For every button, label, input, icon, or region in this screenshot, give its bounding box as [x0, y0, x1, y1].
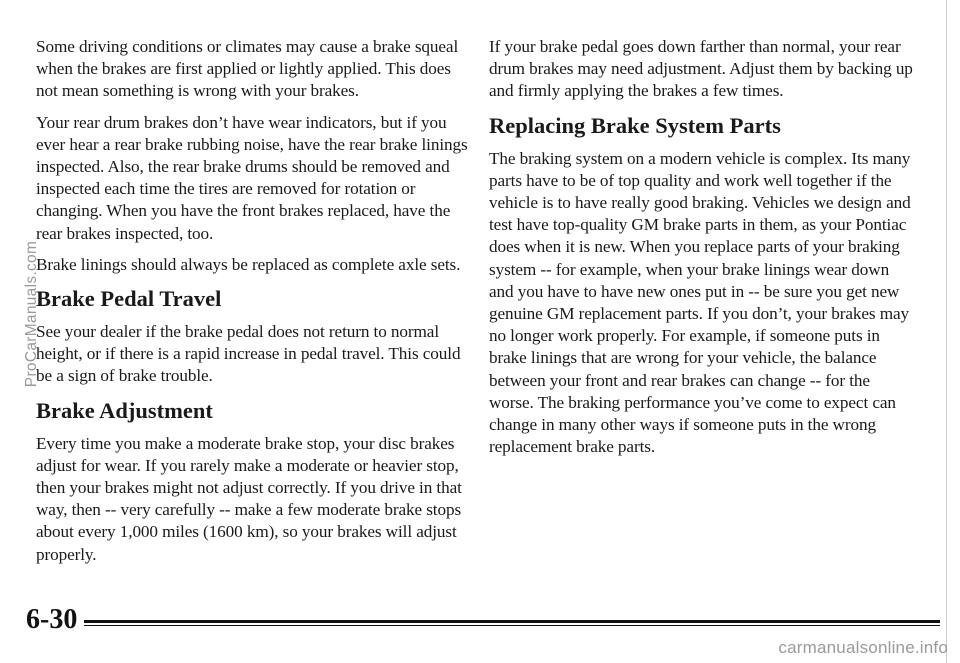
- paragraph-rear-drum-brakes: Your rear drum brakes don’t have wear indicators, but if you ever hear a rear brake rubbing noise, have the rear brake linings inspected. Also, the rear brake drums should be removed and inspected each time the tires are removed for rotation or changing. When you have the front brakes replaced, have the rear brakes inspected, too.: [36, 112, 468, 243]
- paragraph-brake-pedal-travel: See your dealer if the brake pedal does not return to normal height, or if there is a rapid increase in pedal travel. This could be a sign of brake trouble.: [36, 322, 461, 386]
- heading-replacing-brake-parts: Replacing Brake System Parts: [489, 112, 781, 138]
- left-column: [36, 36, 468, 575]
- footer-rule-thick: [84, 620, 940, 623]
- paragraph-brake-adjustment: Every time you make a moderate brake stop, your disc brakes adjust for wear. If you rarely make a moderate or heavier stop, then your brakes might not adjust correctly. If you drive in that way, then -- very carefully -- make a few moderate brake stops about every 1,000 miles (1600 km), so your brakes will adjust properly.: [36, 433, 462, 564]
- footer-rule-thin: [84, 625, 940, 626]
- right-column: [489, 36, 914, 467]
- page-number: 6-30: [26, 604, 78, 635]
- paragraph-replacing-brake-parts: The braking system on a modern vehicle is complex. Its many parts have to be of top quality and work well together if the vehicle is to have really good braking. Vehicles we design and test have top-quality GM brake parts in them, as your Pontiac does when it is new. When you replace parts of your braking system -- for example, when your brake linings wear down and you have to have new ones put in -- be sure you get new genuine GM replacement parts. If you don’t, your brakes may no longer work properly. For example, if someone puts in brake linings that are wrong for your vehicle, the balance between your front and rear brakes can change -- for the worse. The braking performance you’ve come to expect can change in many other ways if someone puts in the wrong replacement brake parts.: [489, 148, 911, 457]
- paragraph-brake-squeal: Some driving conditions or climates may cause a brake squeal when the brakes are first applied or lightly applied. This does not mean something is wrong with your brakes.: [36, 37, 459, 101]
- heading-brake-adjustment: Brake Adjustment: [36, 397, 213, 423]
- paragraph-pedal-farther: If your brake pedal goes down farther than normal, your rear drum brakes may need adjustment. Adjust them by backing up and firmly applying the brakes a few times.: [489, 37, 913, 101]
- heading-brake-pedal-travel: Brake Pedal Travel: [36, 286, 222, 312]
- paragraph-axle-sets: Brake linings should always be replaced as complete axle sets.: [36, 254, 461, 274]
- page-edge-line: [946, 0, 947, 663]
- bottom-watermark: carmanualsonline.info: [778, 638, 948, 657]
- side-watermark: ProCarManuals.com: [23, 240, 40, 388]
- page-footer: [26, 604, 940, 634]
